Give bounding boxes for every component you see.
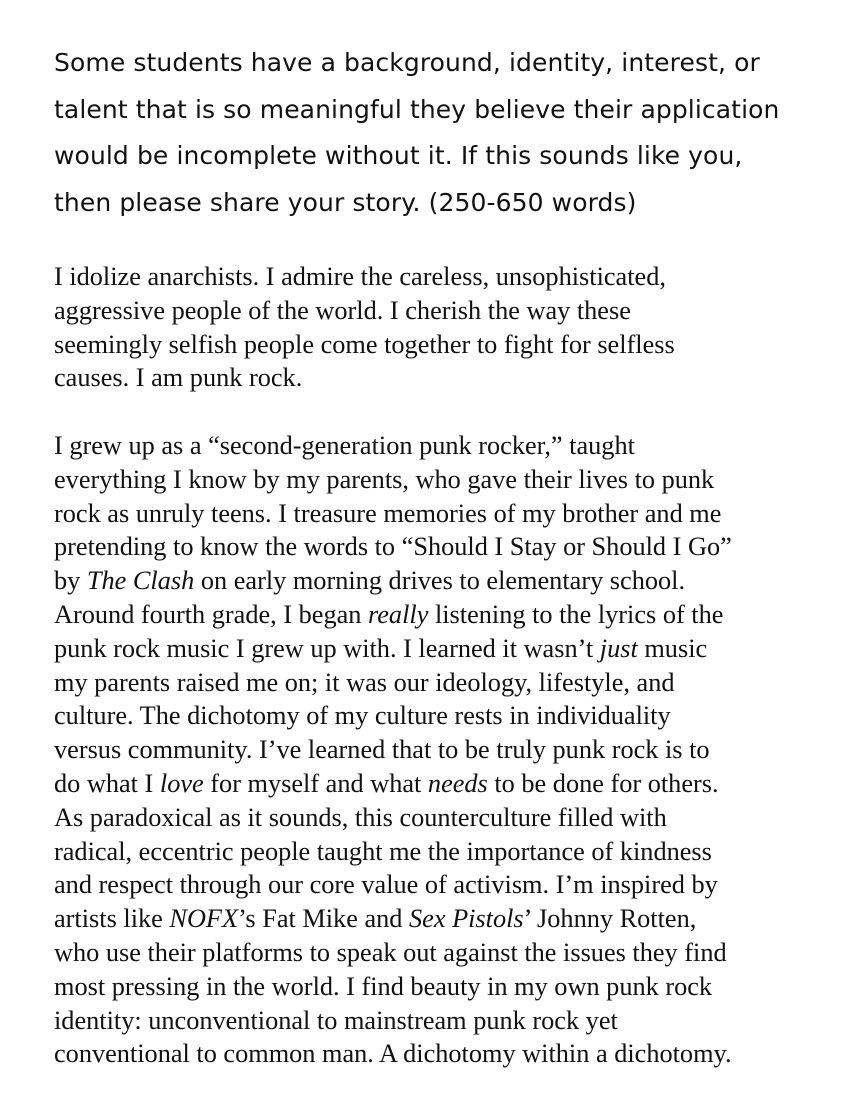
essay-line: who use their platforms to speak out against the issues they find bbox=[54, 937, 727, 967]
text-run: to be done for others. bbox=[487, 768, 719, 798]
text-run: music bbox=[637, 633, 708, 663]
essay-line bbox=[54, 564, 824, 598]
essay-line: I idolize anarchists. I admire the careless, unsophisticated, bbox=[54, 262, 666, 291]
essay-line: I grew up as a “second-generation punk rocker,” taught bbox=[54, 430, 635, 460]
essay-line: conventional to common man. A dichotomy within a dichotomy. bbox=[54, 1039, 732, 1069]
essay-line: and respect through our core value of activism. I’m inspired by bbox=[54, 870, 718, 900]
text-run: ’ Johnny Rotten, bbox=[523, 904, 697, 934]
band-name-the-clash: The Clash bbox=[86, 566, 195, 596]
text-run: punk rock music I grew up with. I learned it wasn’t bbox=[54, 633, 600, 663]
band-name-sex-pistols: Sex Pistols bbox=[409, 904, 524, 934]
essay-line: seemingly selfish people come together to fight for selfless bbox=[54, 329, 675, 359]
emphasis-love: love bbox=[159, 768, 204, 798]
essay-prompt bbox=[54, 40, 814, 226]
essay-paragraph-2 bbox=[54, 429, 824, 1071]
essay-line: culture. The dichotomy of my culture rests in individuality bbox=[54, 701, 671, 731]
text-run: by bbox=[54, 566, 87, 596]
prompt-line: Some students have a background, identity, interest, or bbox=[54, 48, 760, 77]
essay-line bbox=[54, 598, 824, 632]
essay-line: radical, eccentric people taught me the importance of kindness bbox=[54, 836, 712, 866]
essay-line: versus community. I’ve learned that to be truly punk rock is to bbox=[54, 735, 710, 765]
essay-line: causes. I am punk rock. bbox=[54, 363, 303, 393]
essay-line: identity: unconventional to mainstream punk rock yet bbox=[54, 1005, 618, 1035]
band-name-nofx: NOFX bbox=[169, 904, 239, 934]
emphasis-needs: needs bbox=[427, 768, 488, 798]
essay-line: pretending to know the words to “Should I Stay or Should I Go” bbox=[54, 532, 732, 562]
essay-line: most pressing in the world. I find beauty in my own punk rock bbox=[54, 971, 713, 1001]
essay-line bbox=[54, 632, 824, 666]
prompt-line: would be incomplete without it. If this sounds like you, bbox=[54, 141, 743, 170]
text-run: for myself and what bbox=[203, 768, 428, 798]
text-run: listening to the lyrics of the bbox=[428, 599, 724, 629]
essay-line: rock as unruly teens. I treasure memories of my brother and me bbox=[54, 498, 722, 528]
essay-line bbox=[54, 902, 824, 936]
text-run: ’s Fat Mike and bbox=[238, 904, 409, 934]
text-run: on early morning drives to elementary school. bbox=[194, 566, 686, 596]
emphasis-just: just bbox=[599, 633, 638, 663]
essay-line bbox=[54, 767, 824, 801]
text-run: do what I bbox=[54, 768, 160, 798]
text-run: Around fourth grade, I began bbox=[54, 599, 368, 629]
essay-paragraph-1 bbox=[54, 260, 824, 395]
essay-line: aggressive people of the world. I cherish the way these bbox=[54, 295, 631, 325]
emphasis-really: really bbox=[368, 599, 429, 629]
essay-line: As paradoxical as it sounds, this counterculture filled with bbox=[54, 802, 667, 832]
text-run: artists like bbox=[54, 904, 170, 934]
essay-line: my parents raised me on; it was our ideology, lifestyle, and bbox=[54, 667, 675, 697]
essay-line: everything I know by my parents, who gave their lives to punk bbox=[54, 464, 715, 494]
essay-body bbox=[54, 260, 824, 1105]
prompt-line: talent that is so meaningful they believe their application bbox=[54, 94, 780, 124]
prompt-line: then please share your story. (250-650 words) bbox=[54, 187, 637, 217]
